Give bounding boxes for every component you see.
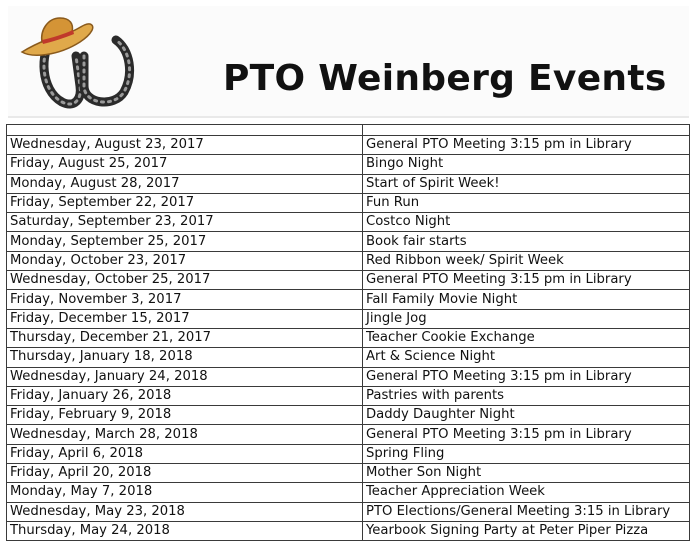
event-name-cell: Art & Science Night [363,348,690,367]
header-cell-event [363,125,690,136]
table-row [7,136,690,155]
table-row [7,502,690,521]
event-name-cell: PTO Elections/General Meeting 3:15 in Library [363,502,690,521]
event-date-cell: Monday, August 28, 2017 [7,174,363,193]
event-date-cell: Monday, October 23, 2017 [7,251,363,270]
events-table [6,124,690,541]
event-name-cell: Red Ribbon week/ Spirit Week [363,251,690,270]
event-date-cell: Monday, May 7, 2018 [7,483,363,502]
header [8,6,689,118]
table-row [7,406,690,425]
event-name-cell: Start of Spirit Week! [363,174,690,193]
table-row [7,444,690,463]
event-date-cell: Friday, December 15, 2017 [7,309,363,328]
event-date-cell: Friday, November 3, 2017 [7,290,363,309]
table-row [7,328,690,347]
event-date-cell: Wednesday, January 24, 2018 [7,367,363,386]
event-date-cell: Friday, April 20, 2018 [7,464,363,483]
table-row [7,290,690,309]
event-name-cell: General PTO Meeting 3:15 pm in Library [363,136,690,155]
event-name-cell: Pastries with parents [363,386,690,405]
events-table-container [6,124,689,541]
event-name-cell: Mother Son Night [363,464,690,483]
event-name-cell: Spring Fling [363,444,690,463]
page-title: PTO Weinberg Events [223,58,667,99]
event-date-cell: Thursday, December 21, 2017 [7,328,363,347]
table-row [7,464,690,483]
event-date-cell: Wednesday, March 28, 2018 [7,425,363,444]
cowboy-hat-horseshoe-w-logo-icon [18,12,148,112]
table-row [7,174,690,193]
table-header-row [7,125,690,136]
table-row [7,251,690,270]
event-name-cell: Bingo Night [363,155,690,174]
event-name-cell: Jingle Jog [363,309,690,328]
event-date-cell: Wednesday, May 23, 2018 [7,502,363,521]
event-date-cell: Wednesday, October 25, 2017 [7,271,363,290]
table-row [7,386,690,405]
event-date-cell: Monday, September 25, 2017 [7,232,363,251]
event-name-cell: Teacher Cookie Exchange [363,328,690,347]
event-name-cell: Yearbook Signing Party at Peter Piper Pizza [363,521,690,540]
event-date-cell: Thursday, January 18, 2018 [7,348,363,367]
table-row [7,425,690,444]
table-row [7,271,690,290]
event-name-cell: Book fair starts [363,232,690,251]
event-date-cell: Saturday, September 23, 2017 [7,213,363,232]
event-date-cell: Friday, February 9, 2018 [7,406,363,425]
event-date-cell: Thursday, May 24, 2018 [7,521,363,540]
table-row [7,483,690,502]
table-row [7,348,690,367]
event-name-cell: Fun Run [363,193,690,212]
table-row [7,213,690,232]
event-name-cell: Fall Family Movie Night [363,290,690,309]
event-date-cell: Friday, January 26, 2018 [7,386,363,405]
event-name-cell: Daddy Daughter Night [363,406,690,425]
event-name-cell: General PTO Meeting 3:15 pm in Library [363,367,690,386]
event-date-cell: Friday, September 22, 2017 [7,193,363,212]
table-row [7,521,690,540]
table-row [7,193,690,212]
table-row [7,367,690,386]
event-name-cell: Teacher Appreciation Week [363,483,690,502]
bottom-margin [6,541,689,553]
events-table-body [7,125,690,541]
event-date-cell: Friday, August 25, 2017 [7,155,363,174]
table-row [7,155,690,174]
table-row [7,232,690,251]
event-date-cell: Wednesday, August 23, 2017 [7,136,363,155]
table-row [7,309,690,328]
event-name-cell: General PTO Meeting 3:15 pm in Library [363,425,690,444]
event-date-cell: Friday, April 6, 2018 [7,444,363,463]
header-cell-date [7,125,363,136]
event-name-cell: General PTO Meeting 3:15 pm in Library [363,271,690,290]
event-name-cell: Costco Night [363,213,690,232]
